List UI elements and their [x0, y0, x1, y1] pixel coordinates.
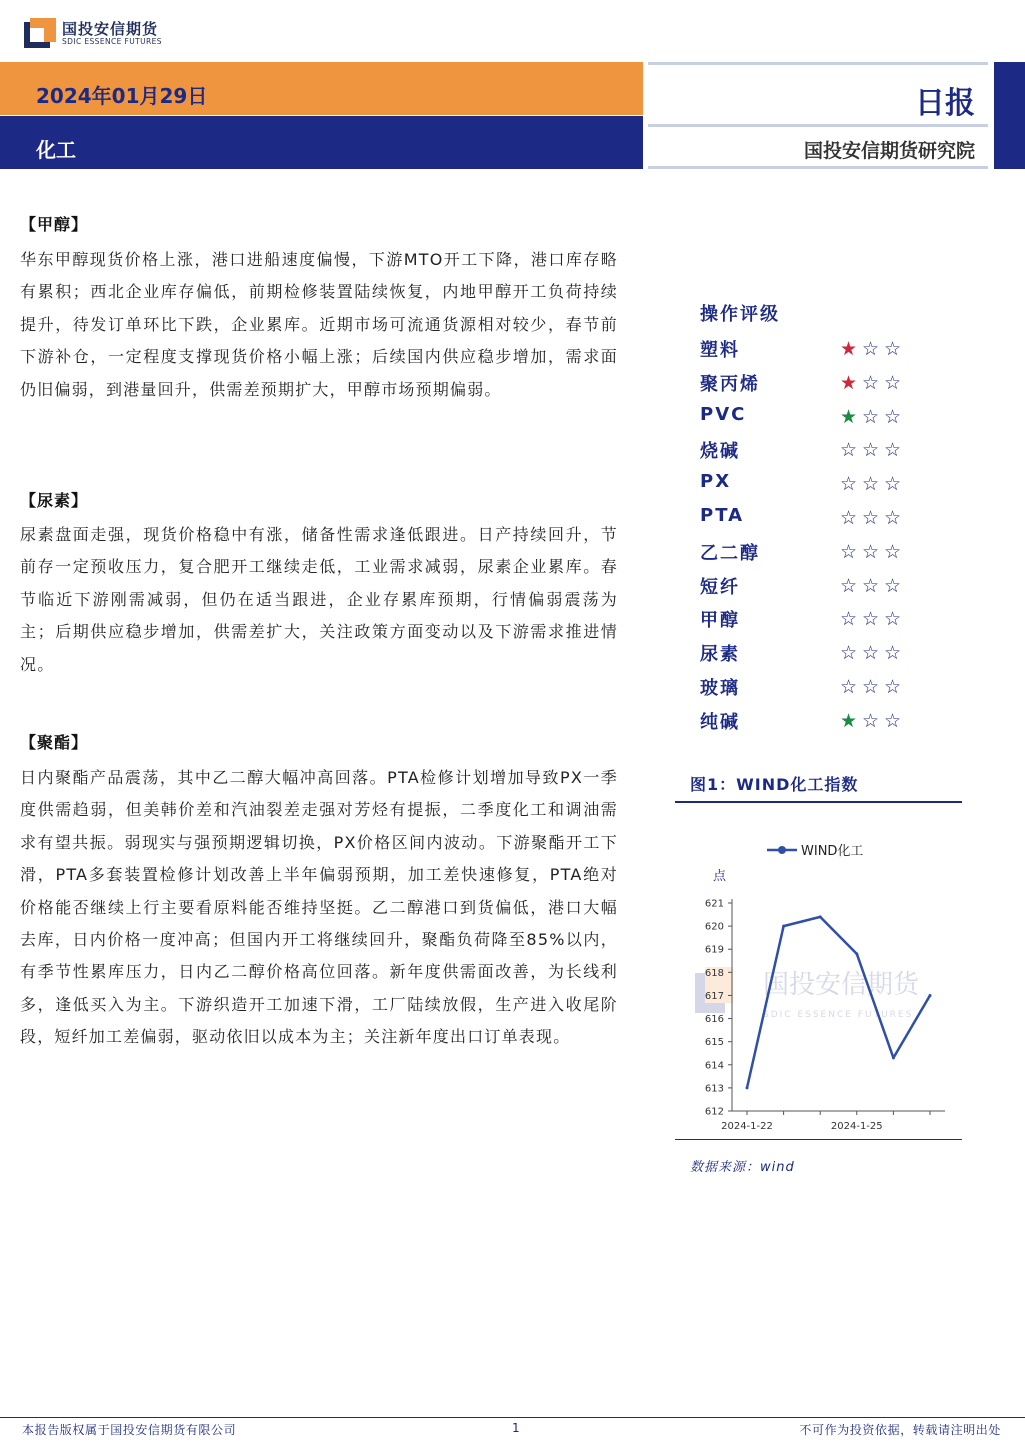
star-empty-icon: ☆ [883, 540, 903, 563]
rating-row [700, 537, 920, 571]
rating-stars [838, 473, 904, 495]
star-empty-icon: ☆ [861, 540, 881, 563]
logo-text-cn: 国投安信期货 [62, 20, 159, 38]
data-source: 数据来源：wind [690, 1160, 795, 1175]
star-empty-icon: ☆ [861, 642, 881, 665]
rating-item-name: 短纤 [700, 576, 740, 598]
star-empty-icon: ☆ [883, 574, 903, 597]
star-filled-icon: ★ [839, 709, 859, 732]
footer-disclaimer: 不可作为投资依据，转载请注明出处 [799, 1423, 1001, 1437]
rating-stars [838, 642, 904, 664]
rating-item-name: 玻璃 [700, 678, 740, 699]
rating-item-name: 纯碱 [700, 711, 740, 733]
y-tick-label: 616 [704, 1014, 724, 1026]
wind-chem-index-chart [675, 805, 962, 1137]
section-text-urea: 尿素盘面走强，现货价格稳中有涨，储备性需求逢低跟进。日产持续回升，节前存一定预收压力，复合肥开工继续走低，工业需求减弱，尿素企业累库。春节临近下游刚需减弱，但仍在适当跟进，企业存累库预期，行情偏弱震荡为主；后期供应稳步增加，供需差扩大，关注政策方面变动以及下游需求推进情况。 [20, 525, 618, 674]
rating-item-name: 塑料 [700, 340, 740, 361]
rating-stars [838, 507, 904, 529]
star-empty-icon: ☆ [883, 439, 903, 462]
star-empty-icon: ☆ [883, 709, 903, 732]
star-empty-icon: ☆ [883, 676, 903, 698]
rating-stars [838, 372, 904, 394]
rating-row [700, 672, 920, 706]
rating-row [700, 402, 920, 436]
star-empty-icon: ☆ [839, 473, 859, 496]
y-tick-label: 614 [704, 1060, 724, 1072]
figure-bottom-rule [675, 1139, 962, 1140]
data-point [855, 952, 858, 955]
star-empty-icon: ☆ [883, 371, 903, 394]
y-tick-label: 615 [704, 1037, 724, 1049]
star-empty-icon: ☆ [861, 338, 881, 360]
institute-name: 国投安信期货研究院 [803, 140, 975, 162]
rating-stars [838, 710, 904, 732]
y-axis-label: 点 [713, 869, 727, 884]
rating-item-name: 乙二醇 [700, 542, 760, 564]
figure-top-rule [675, 801, 962, 803]
star-empty-icon: ☆ [883, 642, 903, 665]
rating-row [700, 368, 920, 402]
star-empty-icon: ☆ [883, 608, 903, 631]
x-tick-label: 2024-1-25 [830, 1121, 883, 1132]
star-empty-icon: ☆ [861, 574, 881, 597]
rating-stars [838, 406, 904, 428]
star-filled-icon: ★ [839, 405, 859, 428]
star-empty-icon: ☆ [861, 676, 881, 698]
rating-row [700, 469, 920, 503]
y-tick-label: 617 [704, 990, 724, 1002]
header-edge-block [994, 62, 1025, 169]
rating-item-name: PVC [700, 403, 747, 425]
y-tick-label: 613 [704, 1083, 724, 1095]
rating-row [700, 604, 920, 638]
section-title-methanol: 【甲醇】 [20, 215, 89, 234]
page-number: 1 [512, 1421, 520, 1435]
star-empty-icon: ☆ [883, 473, 903, 496]
rating-row [700, 334, 920, 368]
data-point [782, 925, 785, 928]
section-title-polyester: 【聚酯】 [20, 733, 89, 752]
star-empty-icon: ☆ [861, 405, 881, 428]
star-empty-icon: ☆ [839, 642, 859, 665]
y-tick-label: 620 [704, 921, 724, 933]
star-empty-icon: ☆ [839, 608, 859, 631]
rating-item-name: PTA [700, 505, 745, 526]
star-empty-icon: ☆ [861, 507, 881, 529]
star-filled-icon: ★ [839, 338, 859, 360]
company-logo-icon [24, 18, 56, 48]
star-filled-icon: ★ [839, 371, 859, 394]
star-empty-icon: ☆ [861, 371, 881, 394]
rating-stars [838, 676, 904, 698]
watermark-text-cn: 国投安信期货 [763, 970, 920, 1000]
rating-row [700, 503, 920, 537]
star-empty-icon: ☆ [883, 507, 903, 529]
logo-text-en: SDIC ESSENCE FUTURES [62, 37, 162, 46]
rating-row [700, 571, 920, 605]
star-empty-icon: ☆ [861, 439, 881, 462]
star-empty-icon: ☆ [839, 676, 859, 698]
figure-title: 图1：WIND化工指数 [690, 775, 859, 794]
y-tick-label: 619 [704, 944, 724, 956]
data-point [892, 1056, 895, 1059]
rating-row [700, 638, 920, 672]
report-sector: 化工 [36, 138, 76, 162]
legend-marker [778, 846, 786, 854]
rating-item-name: 烧碱 [700, 441, 740, 463]
star-empty-icon: ☆ [839, 507, 859, 529]
y-tick-label: 612 [704, 1106, 724, 1118]
data-point [819, 915, 822, 918]
data-point [929, 994, 932, 997]
rating-row [700, 706, 920, 740]
series-line-wind-chem [747, 917, 930, 1088]
rating-stars [838, 575, 904, 597]
rating-row [700, 435, 920, 469]
report-date: 2024年01月29日 [36, 84, 208, 108]
x-tick-label: 2024-1-22 [721, 1121, 773, 1132]
footer-copyright: 本报告版权属于国投安信期货有限公司 [22, 1423, 237, 1437]
y-tick-label: 618 [704, 967, 724, 979]
star-empty-icon: ☆ [883, 405, 903, 428]
star-empty-icon: ☆ [861, 473, 881, 496]
star-empty-icon: ☆ [839, 439, 859, 462]
rating-title: 操作评级 [700, 304, 780, 325]
data-point [746, 1086, 749, 1089]
star-empty-icon: ☆ [883, 338, 903, 360]
section-text-polyester: 日内聚酯产品震荡，其中乙二醇大幅冲高回落。PTA检修计划增加导致PX一季度供需趋弱，但美韩价差和汽油裂差走强对芳烃有提振，二季度化工和调油需求有望共振。弱现实与强预期逻辑切换，PX价格区间内波动。下游聚酯开工下滑，PTA多套装置检修计划改善上半年偏弱预期，加工差快速修复，PTA绝对价格能否继续上行主要看原料能否维持坚挺。乙二醇港口到货偏低，港口大幅去库，日内价格一度冲高；但国内开工将继续回升，聚酯负荷降至85%以内，有季节性累库压力，日内乙二醇价格高位回落。新年度供需面改善，为长线利多，逢低买入为主。下游织造开工加速下滑，工厂陆续放假，生产进入收尾阶段，短纤加工差偏弱，驱动依旧以成本为主；关注新年度出口订单表现。 [20, 768, 618, 1047]
footer-rule [0, 1417, 1025, 1418]
rating-item-name: PX [700, 471, 732, 493]
y-tick-label: 621 [704, 898, 724, 910]
rating-item-name: 甲醇 [700, 610, 740, 632]
watermark-text-en: SDIC ESSENCE FUTURES [763, 1010, 914, 1020]
rating-stars [838, 338, 904, 360]
section-text-methanol: 华东甲醇现货价格上涨，港口进船速度偏慢，下游MTO开工下降，港口库存略有累积；西北企业库存偏低，前期检修装置陆续恢复，内地甲醇开工负荷持续提升，待发订单环比下跌，企业累库。近期市场可流通货源相对较少，春节前下游补仓，一定程度支撑现货价格小幅上涨；后续国内供应稳步增加，需求面仍旧偏弱，到港量回升，供需差预期扩大，甲醇市场预期偏弱。 [20, 250, 618, 399]
legend-label: WIND化工 [801, 844, 864, 859]
rating-stars [838, 608, 904, 630]
rating-stars [838, 541, 904, 563]
star-empty-icon: ☆ [839, 540, 859, 563]
star-empty-icon: ☆ [839, 574, 859, 597]
star-empty-icon: ☆ [861, 608, 881, 631]
chart-watermark [695, 967, 921, 1020]
rating-stars [838, 439, 904, 461]
report-type: 日报 [915, 86, 975, 121]
star-empty-icon: ☆ [861, 709, 881, 732]
sector-banner [0, 116, 643, 169]
section-title-urea: 【尿素】 [20, 491, 89, 510]
rating-item-name: 聚丙烯 [700, 373, 760, 395]
rating-item-name: 尿素 [700, 644, 740, 666]
